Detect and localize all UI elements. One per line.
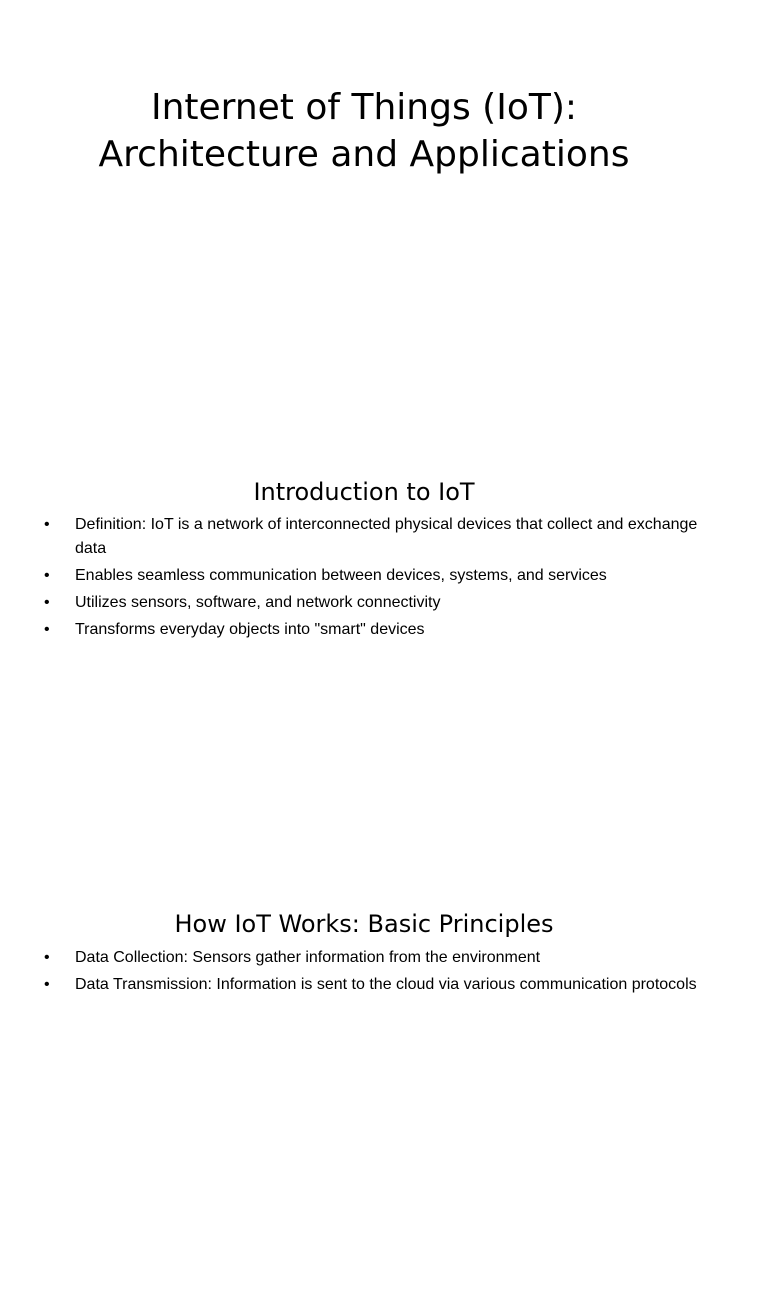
bullet-text: Enables seamless communication between devices, systems, and services <box>75 567 607 584</box>
bullet-list <box>44 946 704 1000</box>
bullet-icon: • <box>44 621 50 638</box>
bullet-item <box>44 946 704 970</box>
title-line: Internet of Things (IoT): <box>150 87 578 128</box>
bullet-icon: • <box>44 594 50 611</box>
bullet-icon: • <box>44 949 50 966</box>
bullet-text: Definition: IoT is a network of interconnected physical devices that collect and exchange data <box>75 516 698 557</box>
intro-slide <box>0 433 768 866</box>
bullet-item <box>44 513 704 561</box>
bullet-item <box>44 591 704 615</box>
bullet-list <box>44 513 704 645</box>
bullet-icon: • <box>44 976 50 993</box>
bullet-text: Utilizes sensors, software, and network connectivity <box>75 594 441 611</box>
bullet-item <box>44 973 704 997</box>
title-line: Architecture and Applications <box>98 134 630 175</box>
bullet-text: Transforms everyday objects into "smart" devices <box>75 621 425 638</box>
bullet-icon: • <box>44 567 50 584</box>
presentation-title <box>0 84 728 178</box>
bullet-item <box>44 618 704 642</box>
slide-heading: Introduction to IoT <box>253 478 475 506</box>
bullet-text: Data Collection: Sensors gather information from the environment <box>75 949 541 966</box>
how-iot-works-slide <box>0 866 768 1299</box>
bullet-icon: • <box>44 516 50 533</box>
slide-heading: How IoT Works: Basic Principles <box>174 910 554 938</box>
title-slide <box>0 0 768 433</box>
bullet-text: Data Transmission: Information is sent to the cloud via various communication protocols <box>75 976 697 993</box>
bullet-item <box>44 564 704 588</box>
